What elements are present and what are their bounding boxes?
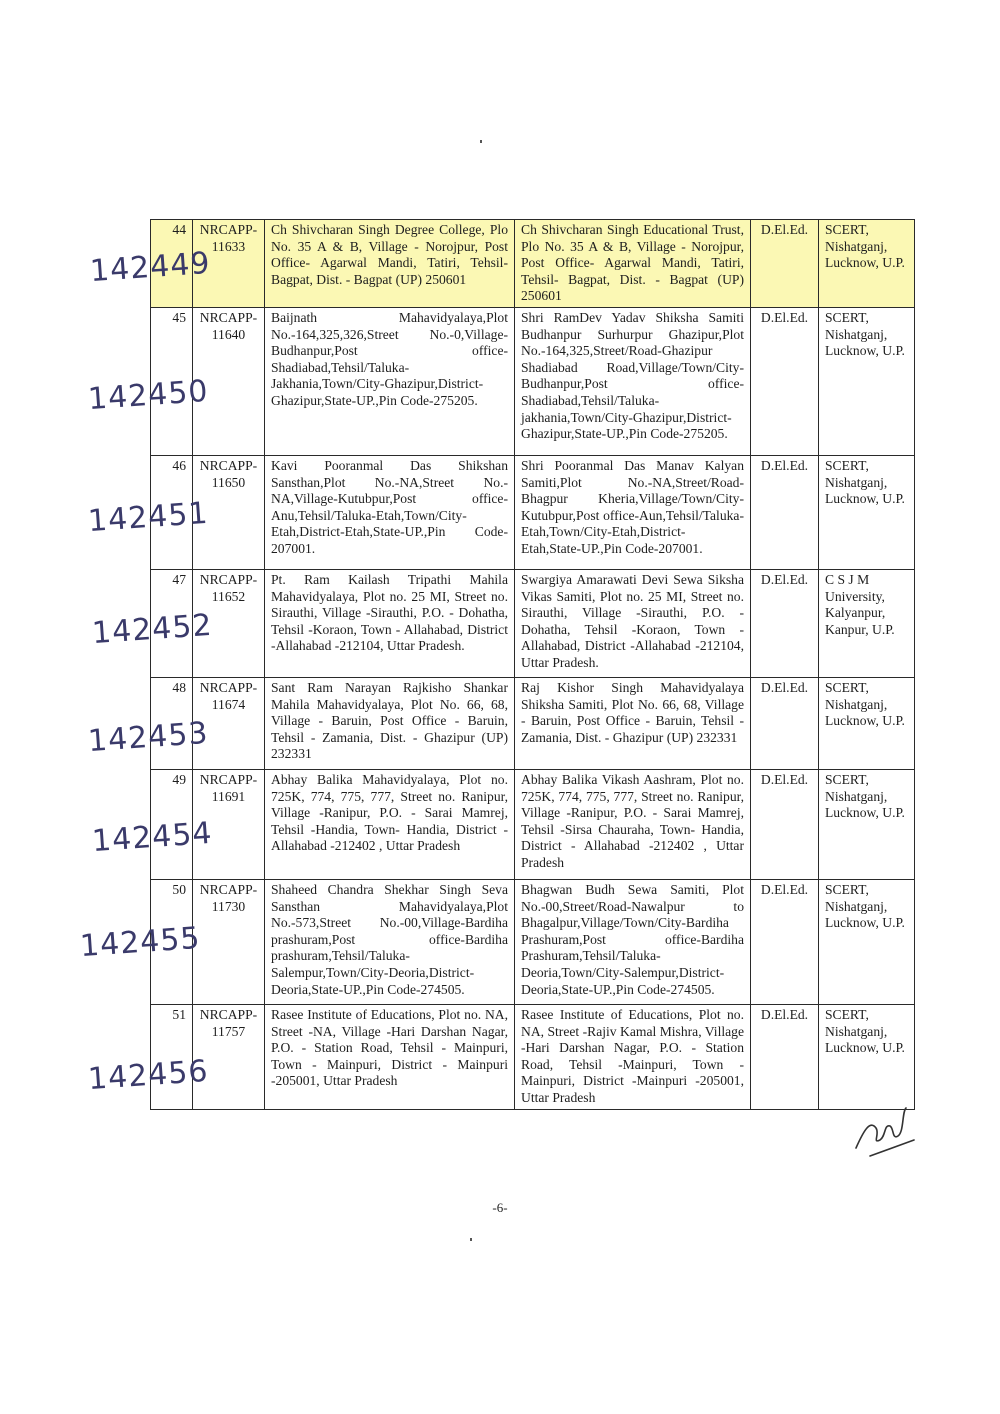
course-name: D.El.Ed. [751,307,819,455]
affiliating-body: C S J M University, Kalyanpur, Kanpur, U.P. [819,569,915,677]
society-address: Raj Kishor Singh Mahavidyalaya Shiksha Samiti, Plot No. 66, 68, Village - Baruin, Post Office - Baruin, Tehsil - Zamania, Dist. - Ghazipur (UP) 232331 [515,677,751,769]
handwritten-number: 142449 [88,245,212,290]
application-number: NRCAPP-11652 [193,569,265,677]
affiliating-body: SCERT, Nishatganj, Lucknow, U.P. [819,307,915,455]
course-name: D.El.Ed. [751,769,819,879]
course-name: D.El.Ed. [751,455,819,569]
affiliating-body: SCERT, Nishatganj, Lucknow, U.P. [819,220,915,308]
table-row [151,569,915,677]
society-address: Shri RamDev Yadav Shiksha Samiti Budhanpur Surhurpur Ghazipur,Plot No.-164,325,Street/Road-Ghazipur Shadiabad Road,Village/Town/City-Budhanpur,Post office-Shadiabad,Tehsil/Taluka-jakhania,Town/City-Ghazipur,District-Ghazipur,State-UP.,Pin Code-275205. [515,307,751,455]
handwritten-number: 142450 [86,373,210,418]
handwritten-number: 142455 [78,920,202,965]
table-row [151,1004,915,1109]
society-address: Bhagwan Budh Sewa Samiti, Plot No.-00,Street/Road-Nawalpur to Bhagalpur,Village/Town/City-Bardiha Prashuram,Post office-Bardiha Prashuram,Tehsil/Taluka-Deoria,Town/City-Salempur,District-Deoria,State-UP.,Pin Code-274505. [515,879,751,1004]
serial-number: 46 [151,455,193,569]
institution-address: Sant Ram Narayan Rajkisho Shankar Mahila Mahavidyalaya, Plot No. 66, 68, Village - Baruin, Post Office - Baruin, Tehsil - Zamania, Dist. - Ghazipur (UP) 232331 [265,677,515,769]
serial-number: 51 [151,1004,193,1109]
scan-speck [470,1238,472,1241]
application-number: NRCAPP-11640 [193,307,265,455]
application-number: NRCAPP-11650 [193,455,265,569]
signature-mark [850,1100,920,1160]
page-number: -6- [492,1200,508,1215]
society-address: Shri Pooranmal Das Manav Kalyan Samiti,Plot No.-NA,Street/Road-Bhagpur Kheria,Village/Town/City-Kutubpur,Post office-Aun,Tehsil/Taluka-Etah,Town/City-Etah,District-Etah,State-UP.,Pin Code-207001. [515,455,751,569]
table-row [151,769,915,879]
institution-address: Rasee Institute of Educations, Plot no. NA, Street -NA, Village -Hari Darshan Nagar, P.O. - Station Road, Tehsil - Mainpuri, Town - Mainpuri, District - Mainpuri -205001, Uttar Pradesh [265,1004,515,1109]
institution-address: Kavi Pooranmal Das Shikshan Sansthan,Plot No.-NA,Street No.-NA,Village-Kutubpur,Post office-Anu,Tehsil/Taluka-Etah,Town/City-Etah,District-Etah,State-UP.,Pin Code-207001. [265,455,515,569]
handwritten-number: 142452 [90,607,214,652]
table-row [151,677,915,769]
serial-number: 45 [151,307,193,455]
course-name: D.El.Ed. [751,1004,819,1109]
society-address: Swargiya Amarawati Devi Sewa Siksha Vikas Samiti, Plot no. 25 MI, Street no. Sirauthi, Village -Sirauthi, P.O. - Dohatha, Tehsil -Koraon, Town -Allahabad, District -Allahabad -212104, Uttar Pradesh. [515,569,751,677]
application-number: NRCAPP-11674 [193,677,265,769]
table-row [151,307,915,455]
handwritten-number: 142456 [86,1053,210,1098]
table-row [151,879,915,1004]
serial-number: 44 [151,220,193,308]
institution-address: Pt. Ram Kailash Tripathi Mahila Mahavidyalaya, Plot no. 25 MI, Street no. Sirauthi, Village -Sirauthi, P.O. - Dohatha, Tehsil -Koraon, Town - Allahabad, District -Allahabad -212104, Uttar Pradesh. [265,569,515,677]
serial-number: 47 [151,569,193,677]
table-row [151,220,915,308]
application-number: NRCAPP-11691 [193,769,265,879]
course-name: D.El.Ed. [751,569,819,677]
course-name: D.El.Ed. [751,220,819,308]
institution-address: Ch Shivcharan Singh Degree College, Plo No. 35 A & B, Village - Norojpur, Post Office- Agarwal Mandi, Tatiri, Tehsil- Bagpat, Dist. - Bagpat (UP) 250601 [265,220,515,308]
society-address: Rasee Institute of Educations, Plot no. NA, Street -Rajiv Kamal Mishra, Village -Hari Darshan Nagar, P.O. - Station Road, Tehsil -Mainpuri, Town - Mainpuri, District -Mainpuri -205001, Uttar Pradesh [515,1004,751,1109]
society-address: Ch Shivcharan Singh Educational Trust, Plo No. 35 A & B, Village - Norojpur, Post Office- Agarwal Mandi, Tatiri, Tehsil- Bagpat, Dist. - Bagpat (UP) 250601 [515,220,751,308]
serial-number: 48 [151,677,193,769]
society-address: Abhay Balika Vikash Aashram, Plot no. 725K, 774, 775, 777, Street no. Ranipur, Village -Ranipur, P.O. - Sarai Mamrej, Tehsil -Sirsa Chauraha, Town- Handia, District - Allahabad -212402 , Uttar Pradesh [515,769,751,879]
application-number: NRCAPP-11633 [193,220,265,308]
institution-address: Baijnath Mahavidyalaya,Plot No.-164,325,326,Street No.-0,Village-Budhanpur,Post office-Shadiabad,Tehsil/Taluka-Jakhania,Town/City-Ghazipur,District-Ghazipur,State-UP.,Pin Code-275205. [265,307,515,455]
institution-address: Shaheed Chandra Shekhar Singh Seva Sansthan Mahavidyalaya,Plot No.-573,Street No.-00,Village-Bardiha prashuram,Post office-Bardiha prashuram,Tehsil/Taluka-Salempur,Town/City-Deoria,District-Deoria,State-UP.,Pin Code-274505. [265,879,515,1004]
course-name: D.El.Ed. [751,677,819,769]
institution-address: Abhay Balika Mahavidyalaya, Plot no. 725K, 774, 775, 777, Street no. Ranipur, Village -Ranipur, P.O. - Sarai Mamrej, Tehsil -Handia, Town- Handia, District -Allahabad -212402 , Uttar Pradesh [265,769,515,879]
table-row [151,455,915,569]
handwritten-number: 142454 [90,815,214,860]
application-number: NRCAPP-11730 [193,879,265,1004]
handwritten-number: 142451 [86,495,210,540]
application-number: NRCAPP-11757 [193,1004,265,1109]
records-table [150,219,915,1110]
affiliating-body: SCERT, Nishatganj, Lucknow, U.P. [819,455,915,569]
course-name: D.El.Ed. [751,879,819,1004]
affiliating-body: SCERT, Nishatganj, Lucknow, U.P. [819,1004,915,1109]
serial-number: 50 [151,879,193,1004]
serial-number: 49 [151,769,193,879]
affiliating-body: SCERT, Nishatganj, Lucknow, U.P. [819,677,915,769]
handwritten-number: 142453 [86,715,210,760]
scan-speck [480,140,482,143]
affiliating-body: SCERT, Nishatganj, Lucknow, U.P. [819,769,915,879]
affiliating-body: SCERT, Nishatganj, Lucknow, U.P. [819,879,915,1004]
